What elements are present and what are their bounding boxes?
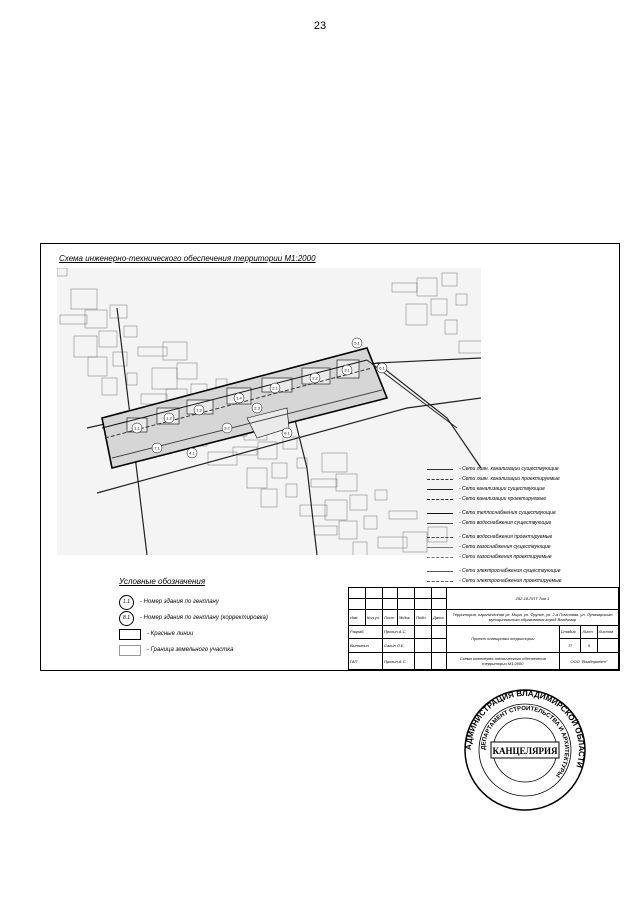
building-number: 3.1 [344,367,350,373]
col-list: Лист [383,610,398,625]
network-legend-label: - Сети канализации проектируемые [459,496,546,502]
building-number: 3.2 [224,425,230,431]
building-number: 4.1 [189,450,195,456]
project-name: Проект планировки территории [447,625,560,653]
legend-item-plot-boundary [119,642,268,658]
legend-label: - Красные линии [147,631,194,637]
stage-value: П [559,639,581,653]
network-legend-label: - Сети электроснабжения проектируемые [459,578,562,584]
doc-code: 292-18-ППТ Том 1 [447,588,619,610]
network-legend-label: - Сети газоснабжения существующие [459,544,551,550]
legend-label: - Граница земельного участка [147,647,234,653]
network-legend-row [427,464,617,474]
network-legend-row [427,542,617,552]
building-number: 1.4 [236,395,242,401]
network-line-swatch [427,469,453,470]
building-number: 8.1 [284,430,290,436]
sheet-header: Лист [581,625,597,639]
building-number: 1.2 [166,415,172,421]
network-legend-row [427,552,617,562]
territory: Территория, ограниченная ул. Мира, ул. Фрунзе, ул. 2-я Почтовая, ул. Луначарского муниципального образования город Владимир [447,610,619,625]
network-legend-row [427,508,617,518]
network-line-swatch [427,547,453,548]
network-legend-label: - Сети теплоснабжения существующие [459,510,556,516]
network-line-swatch [427,489,453,490]
seal-center-text: КАНЦЕЛЯРИЯ [492,746,558,756]
stage-header: Стадия [559,625,581,639]
building-number: 1.1 [134,425,140,431]
building-number: 2.2 [312,375,318,381]
legend-label: - Номер здания по генплану (корректировка) [140,615,268,621]
network-line-swatch [427,581,453,582]
network-line-swatch [427,513,453,514]
legend [119,577,268,658]
network-legend-label: - Сети электроснабжения существующие [459,568,561,574]
seal-inner-text: ДЕПАРТАМЕНТ СТРОИТЕЛЬСТВА И АРХИТЕКТУРЫ [480,705,570,779]
drawing-name: Схема инженерно-технического обеспечения территории М1:2000 [447,653,560,670]
red-line-swatch [119,629,141,640]
network-legend-row [427,518,617,528]
network-line-swatch [427,571,453,572]
network-legend-row [427,474,617,484]
page-number: 23 [313,20,327,32]
building-number-mark: 8.1 [119,611,134,626]
network-line-swatch [427,499,453,500]
person-chief-architect: Прохин А.С. [383,653,415,670]
role-chief-architect: ГАП [349,653,383,670]
col-kol: Кол.уч. [366,610,383,625]
network-line-swatch [427,537,453,538]
title-block [348,587,619,670]
network-legend-row [427,494,617,504]
col-data: Дата [432,610,447,625]
col-ndok: №док. [398,610,415,625]
person-developer: Прохин А.С. [383,625,415,639]
network-line-swatch [427,523,453,524]
building-number: 2.3 [254,405,260,411]
network-legend-row [427,566,617,576]
seal-outer-text: АДМИНИСТРАЦИЯ ВЛАДИМИРСКОЙ ОБЛАСТИ [463,688,587,769]
legend-label: - Номер здания по генплану [140,599,219,605]
building-number: 5.1 [354,340,360,346]
network-legend-row [427,484,617,494]
col-izm: Изм. [349,610,366,625]
network-legend-row [427,576,617,586]
sheets-header: Листов [597,625,618,639]
network-line-swatch [427,479,453,480]
building-number-mark: 1.1 [119,595,134,610]
plot-boundary-swatch [119,645,141,656]
building-number: 6.1 [379,365,385,371]
network-legend-label: - Сети газоснабжения проектируемые [459,554,552,560]
official-seal [463,688,587,812]
legend-item-building-corrected [119,610,268,626]
building-number: 2.1 [272,385,278,391]
legend-item-building [119,594,268,610]
legend-title: Условные обозначения [119,577,206,586]
role-developer: Разраб. [349,625,383,639]
network-legend-label: - Сети канализации существующие [459,486,545,492]
building-number: 1.3 [196,407,202,413]
sheet-title: Схема инженерно-технического обеспечения территории М1:2000 [59,254,316,263]
role-performer: Выполнил [349,639,383,653]
drawing-sheet [40,243,620,671]
network-line-swatch [427,557,453,558]
network-legend-label: - Сети ливн. канализации существующие [459,466,559,472]
organization: ООО "Владпроект" [559,653,618,670]
network-legend-label: - Сети водоснабжения проектируемые [459,534,553,540]
col-podp: Подп. [415,610,432,625]
site-map [57,268,481,555]
network-legend-label: - Сети ливн. канализации проектируемые [459,476,560,482]
building-number: 7.1 [154,445,160,451]
legend-item-red-lines [119,626,268,642]
network-legend-label: - Сети водоснабжения существующие [459,520,552,526]
network-legend-row [427,532,617,542]
network-legend [427,464,617,586]
person-performer: Салин Л.Е. [383,639,415,653]
sheet-value: 5 [581,639,597,653]
